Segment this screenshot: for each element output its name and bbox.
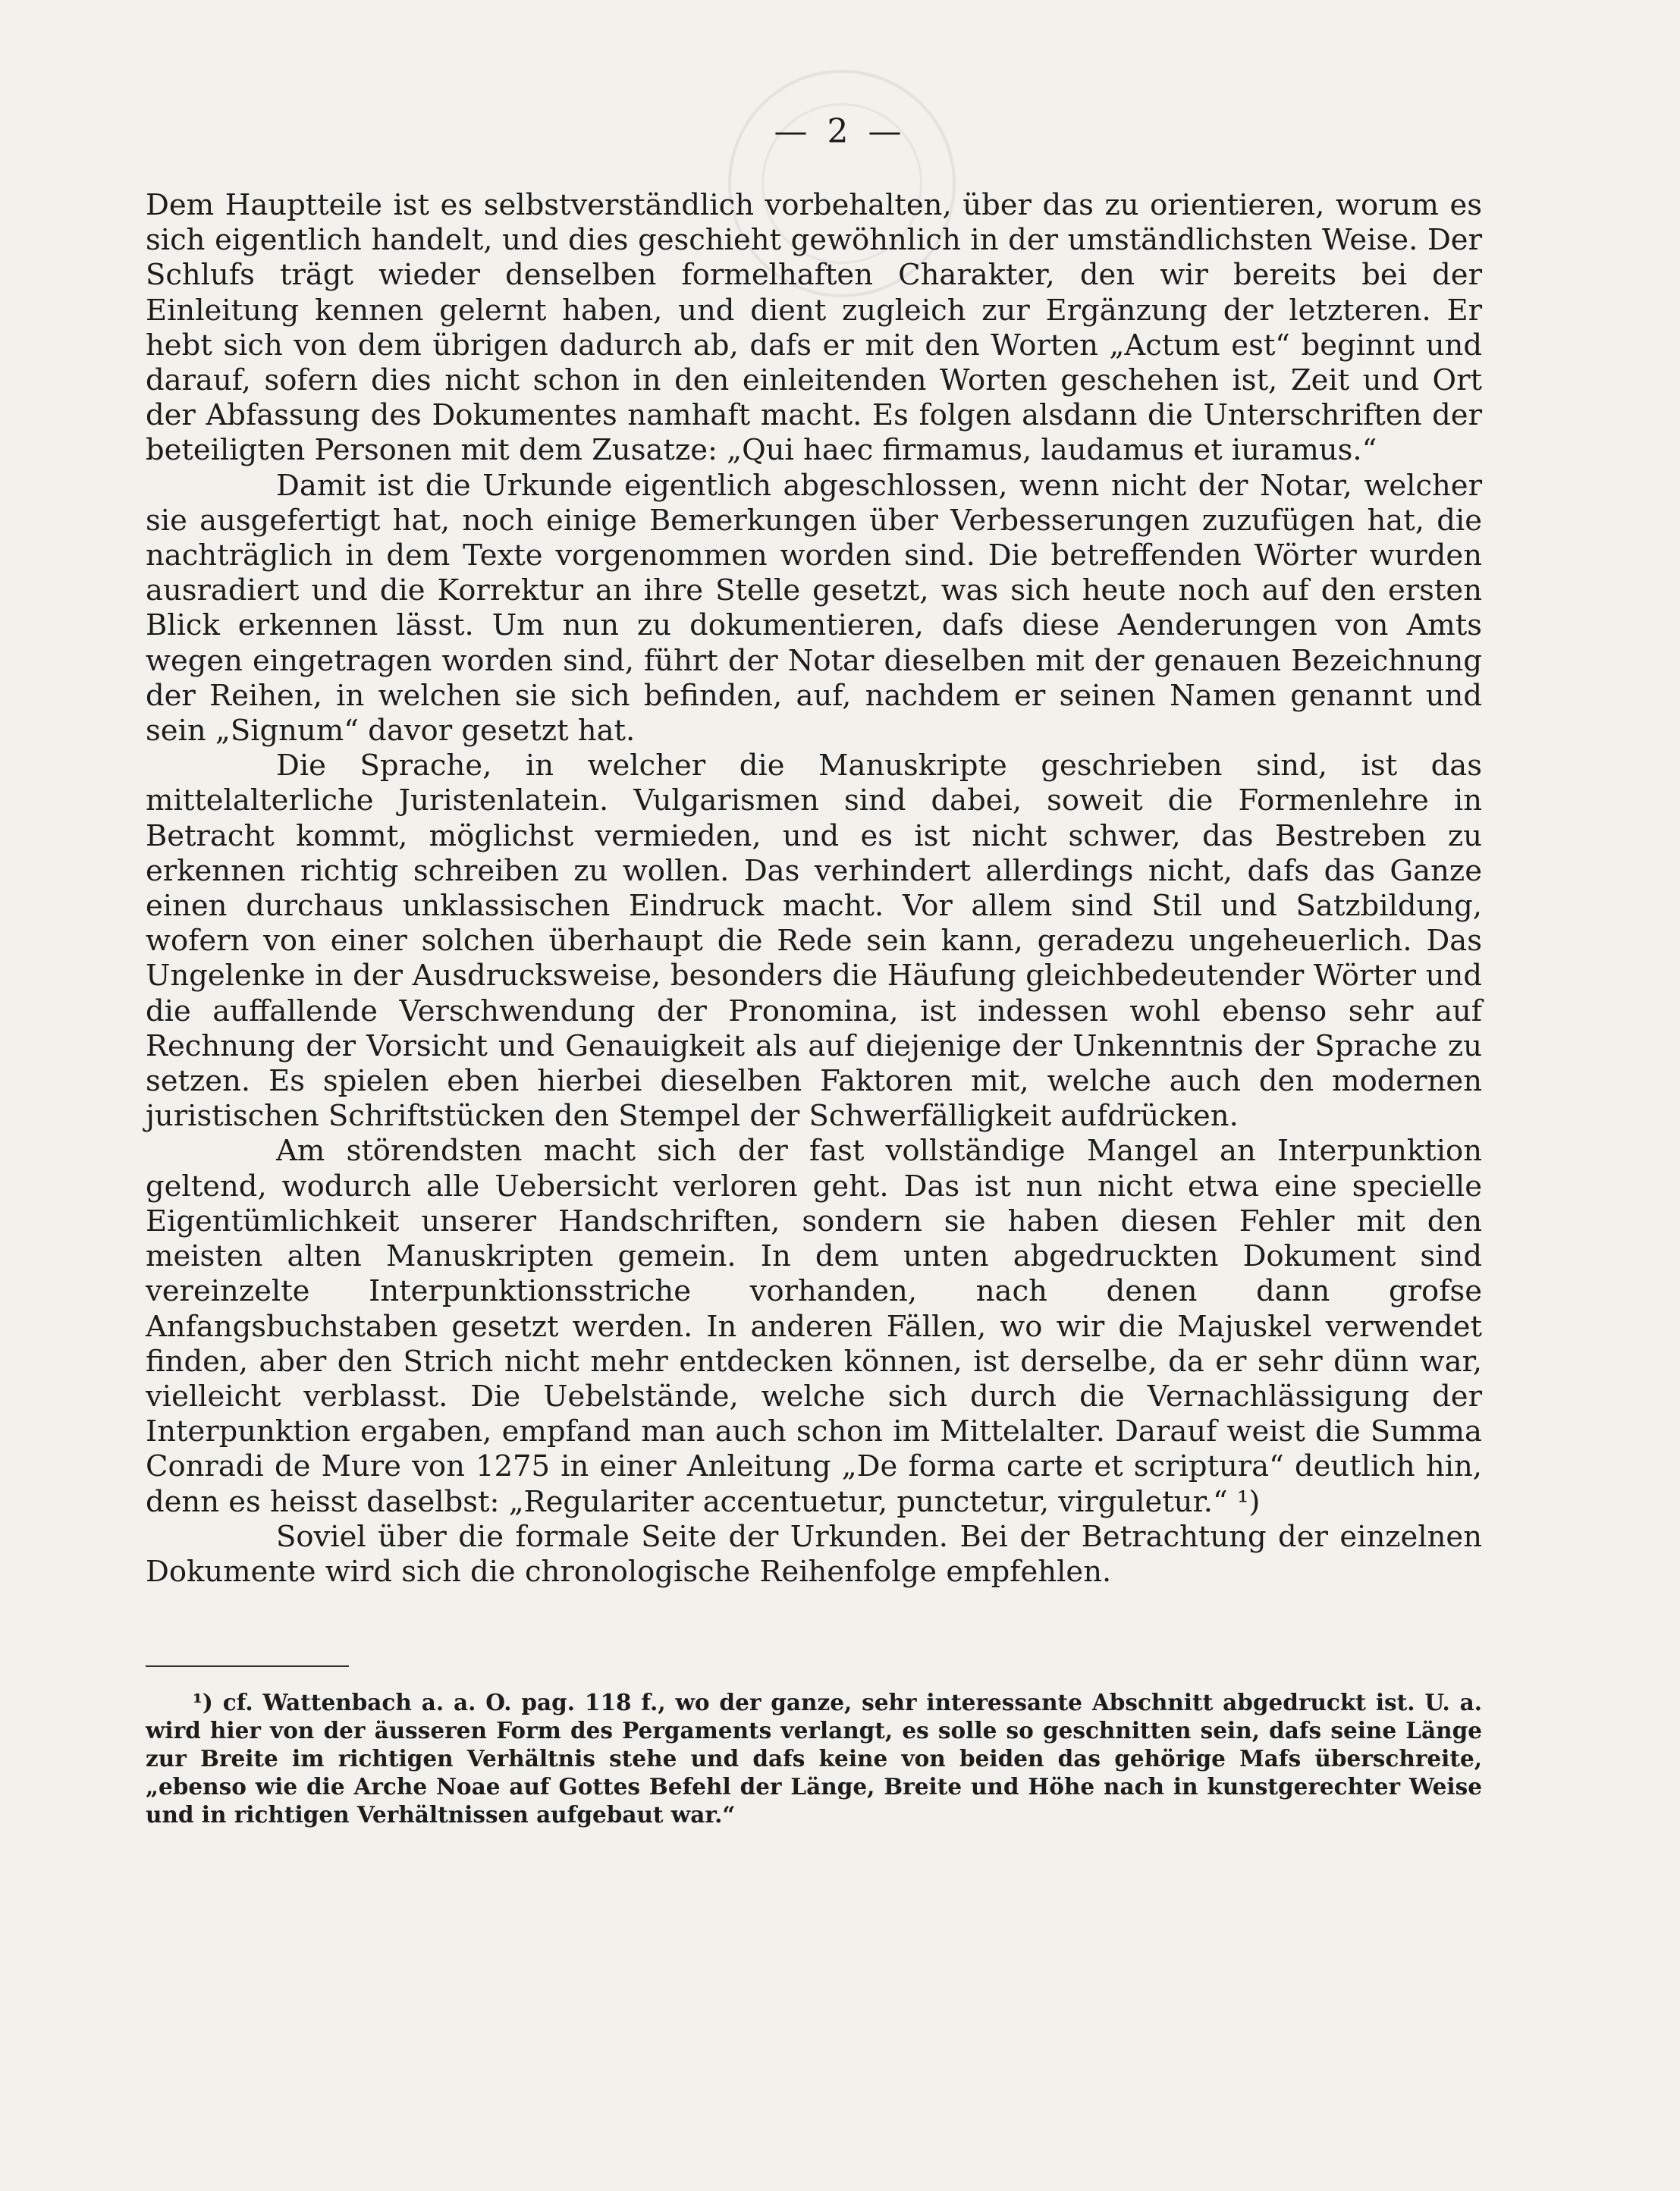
footnote-divider <box>146 1665 349 1667</box>
paragraph: Dem Hauptteile ist es selbstverständlich vorbehalten, über das zu orientieren, worum es sich eigentlich handelt, und dies geschieht gewöhnlich in der umständlichsten Weise. Der Schlufs trägt wieder denselben formelhaften Charakter, den wir bereits bei der Einleitung kennen gelernt haben, und dient zugleich zur Ergänzung der letzteren. Er hebt sich von dem übrigen dadurch ab, dafs er mit den Worten „Actum est“ beginnt und darauf, sofern dies nicht schon in den einleitenden Worten geschehen ist, Zeit und Ort der Abfassung des Dokumentes namhaft macht. Es folgen alsdann die Unterschriften der beteiligten Personen mit dem Zusatze: „Qui haec firmamus, laudamus et iuramus.“ <box>146 188 1482 468</box>
page-number: — 2 — <box>774 112 906 151</box>
paragraph: Damit ist die Urkunde eigentlich abgeschlossen, wenn nicht der Notar, welcher sie ausgefertigt hat, noch einige Bemerkungen über Verbesserungen zuzufügen hat, die nachträglich in dem Texte vorgenommen worden sind. Die betreffenden Wörter wurden ausradiert und die Korrektur an ihre Stelle gesetzt, was sich heute noch auf den ersten Blick erkennen lässt. Um nun zu dokumentieren, dafs diese Aenderungen von Amts wegen eingetragen worden sind, führt der Notar dieselben mit der genauen Bezeichnung der Reihen, in welchen sie sich befinden, auf, nachdem er seinen Namen genannt und sein „Signum“ davor gesetzt hat. <box>146 468 1482 749</box>
paragraph: Die Sprache, in welcher die Manuskripte geschrieben sind, ist das mittelalterliche Juristenlatein. Vulgarismen sind dabei, soweit die Formenlehre in Betracht kommt, möglichst vermieden, und es ist nicht schwer, das Bestreben zu erkennen richtig schreiben zu wollen. Das verhindert allerdings nicht, dafs das Ganze einen durchaus unklassischen Eindruck macht. Vor allem sind Stil und Satzbildung, wofern von einer solchen überhaupt die Rede sein kann, geradezu ungeheuerlich. Das Ungelenke in der Ausdrucksweise, besonders die Häufung gleichbedeutender Wörter und die auffallende Verschwendung der Pronomina, ist indessen wohl ebenso sehr auf Rechnung der Vorsicht und Genauigkeit als auf diejenige der Unkenntnis der Sprache zu setzen. Es spielen eben hierbei dieselben Faktoren mit, welche auch den modernen juristischen Schriftstücken den Stempel der Schwerfälligkeit aufdrücken. <box>146 749 1482 1134</box>
footnotes <box>146 1688 1482 1828</box>
paragraph: Soviel über die formale Seite der Urkunden. Bei der Betrachtung der einzelnen Dokumente wird sich die chronologische Reihenfolge empfehlen. <box>146 1519 1482 1589</box>
paragraph: Am störendsten macht sich der fast vollständige Mangel an Interpunktion geltend, wodurch alle Uebersicht verloren geht. Das ist nun nicht etwa eine specielle Eigentümlichkeit unserer Handschriften, sondern sie haben diesen Fehler mit den meisten alten Manuskripten gemein. In dem unten abgedruckten Dokument sind vereinzelte Interpunktionsstriche vorhanden, nach denen dann grofse Anfangsbuchstaben gesetzt werden. In anderen Fällen, wo wir die Majuskel verwendet finden, aber den Strich nicht mehr entdecken können, ist derselbe, da er sehr dünn war, vielleicht verblasst. Die Uebelstände, welche sich durch die Vernachlässigung der Interpunktion ergaben, empfand man auch schon im Mittelalter. Darauf weist die Summa Conradi de Mure von 1275 in einer Anleitung „De forma carte et scriptura“ deutlich hin, denn es heisst daselbst: „Regulariter accentuetur, punctetur, virguletur.“ ¹) <box>146 1134 1482 1519</box>
footnote: ¹) cf. Wattenbach a. a. O. pag. 118 f., wo der ganze, sehr interessante Abschnitt abgedruckt ist. U. a. wird hier von der äusseren Form des Pergaments verlangt, es solle so geschnitten sein, dafs seine Länge zur Breite im richtigen Verhältnis stehe und dafs keine von beiden das gehörige Mafs überschreite, „ebenso wie die Arche Noae auf Gottes Befehl der Länge, Breite und Höhe nach in kunstgerechter Weise und in richtigen Verhältnissen aufgebaut war.“ <box>146 1689 1482 1828</box>
body-text <box>146 188 1482 1590</box>
